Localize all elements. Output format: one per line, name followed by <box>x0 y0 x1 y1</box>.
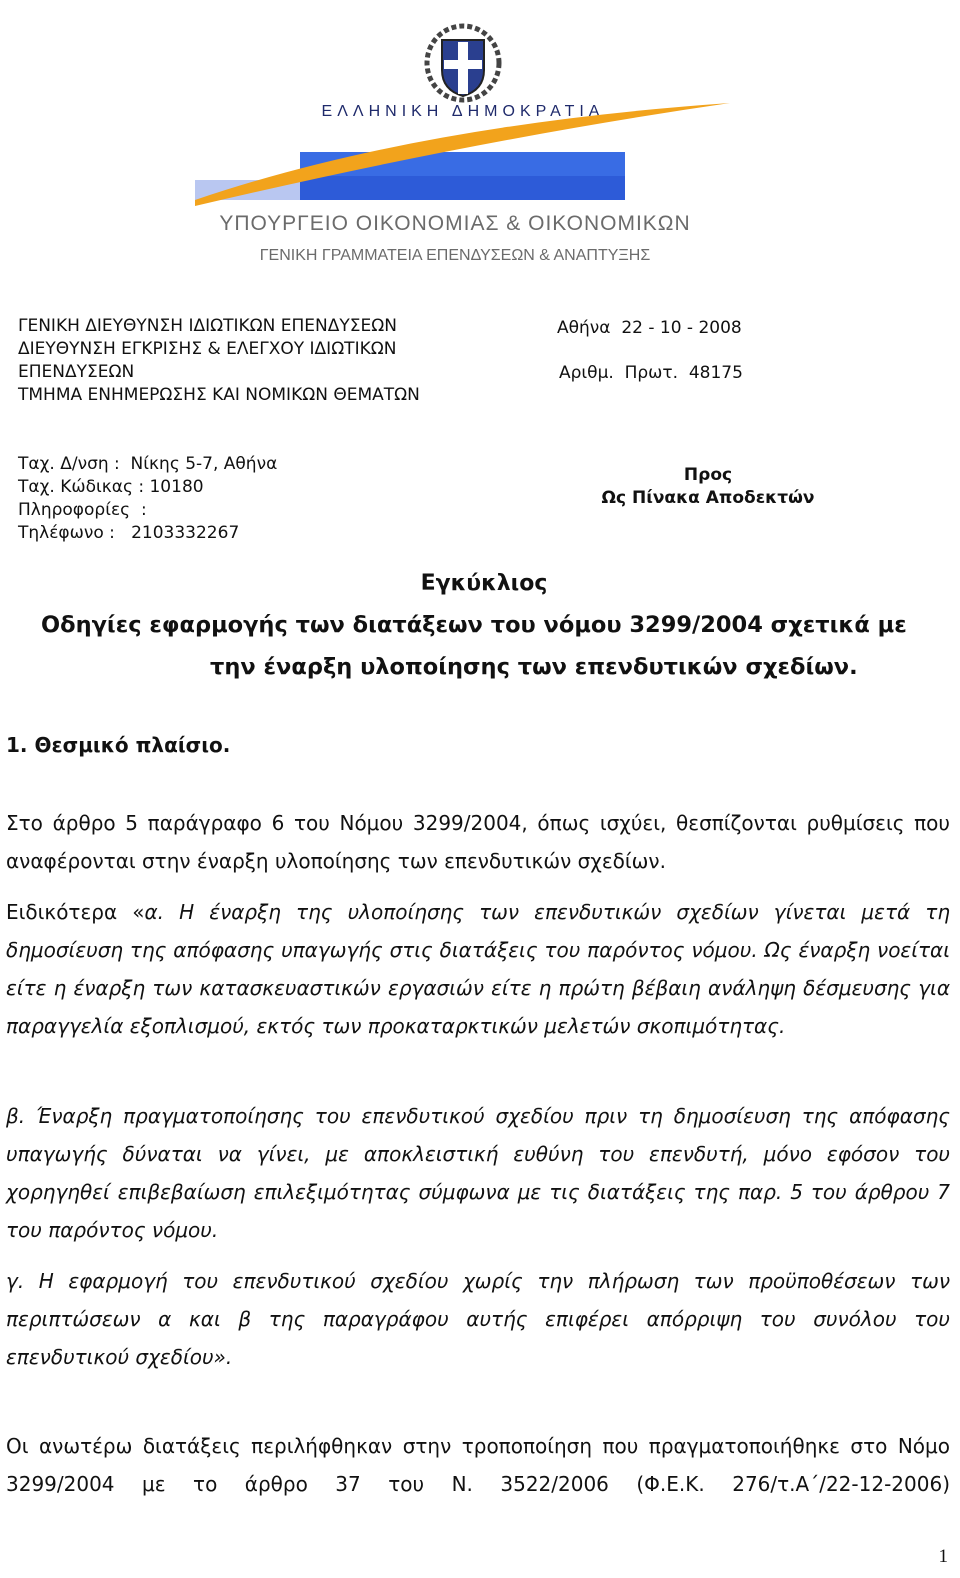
paragraph-intro: Στο άρθρο 5 παράγραφο 6 του Νόμου 3299/2004, όπως ισχύει, θεσπίζονται ρυθμίσεις που αναφέρονται στην έναρξη υλοποίησης των επενδυτικών σχεδίων. <box>6 811 950 873</box>
phone-line: Τηλέφωνο : 2103332267 <box>18 523 240 543</box>
subject-line-1: Οδηγίες εφαρμογής των διατάξεων του νόμου 3299/2004 σχετικά με <box>41 612 907 638</box>
logo-secretariat-text: ΓΕΝΙΚΗ ΓΡΑΜΜΑΤΕΙΑ ΕΠΕΝΔΥΣΕΩΝ & ΑΝΑΠΤΥΞΗΣ <box>259 247 651 264</box>
date-line: Αθήνα 22 - 10 - 2008 <box>557 318 742 338</box>
page-number: 1 <box>938 1546 948 1567</box>
logo-republic-text: ΕΛΛΗΝΙΚΗ ΔΗΜΟΚΡΑΤΙΑ <box>321 103 605 120</box>
address-line: Ταχ. Δ/νση : Νίκης 5-7, Αθήνα <box>18 454 278 474</box>
recipient-block <box>560 464 856 510</box>
contact-block <box>18 453 277 545</box>
postal-code-line: Ταχ. Κώδικας : 10180 <box>18 477 204 497</box>
paragraph-a-prefix: Ειδικότερα « <box>6 900 145 924</box>
date-protocol-block <box>557 317 743 385</box>
paragraph-final: Οι ανωτέρω διατάξεις περιλήφθηκαν στην τροποποίηση που πραγματοποιήθηκε στο Νόμο 3299/2004 με το άρθρο 37 του Ν. 3522/2006 (Φ.Ε.Κ. 276/τ.Α΄/22-12-2006) <box>6 1434 950 1496</box>
protocol-line: Αριθμ. Πρωτ. 48175 <box>559 363 743 383</box>
logo-ministry-text: ΥΠΟΥΡΓΕΙΟ ΟΙΚΟΝΟΜΙΑΣ & ΟΙΚΟΝΟΜΙΚΩΝ <box>219 212 691 235</box>
paragraph-c: γ. Η εφαρμογή του επενδυτικού σχεδίου χωρίς την πλήρωση των προϋποθέσεων των περιπτώσεων α και β της παραγράφου αυτής επιφέρει απόρριψη του συνόλου του επενδυτικού σχεδίου». <box>6 1269 950 1369</box>
paragraph-b: β. Έναρξη πραγματοποίησης του επενδυτικού σχεδίου πριν τη δημοσίευση της απόφασης υπαγωγής δύναται να γίνει, με αποκλειστική ευθύνη του επενδυτή, μόνο εφόσον του χορηγηθεί επιβεβαίωση επιλεξιμότητας σύμφωνα με τις διατάξεις της παρ. 5 του άρθρου 7 του παρόντος νόμου. <box>6 1104 950 1242</box>
paragraph-a-quote: α. Η έναρξη της υλοποίησης των επενδυτικών σχεδίων γίνεται μετά τη δημοσίευση της απόφασης υπαγωγής στις διατάξεις του παρόντος νόμου. Ως έναρξη νοείται είτε η έναρξη των κατασκευαστικών εργασιών είτε η πρώτη βέβαιη ανάληψη δέσμευσης για παραγγελία εξοπλισμού, εκτός των προκαταρκτικών μελετών σκοπιμότητας. <box>6 900 950 1038</box>
greek-emblem-icon <box>427 26 499 100</box>
department-line: ΕΠΕΝΔΥΣΕΩΝ <box>18 362 135 382</box>
ministry-logo <box>175 0 745 290</box>
recipient-value: Ως Πίνακα Αποδεκτών <box>601 488 815 508</box>
subject-line-2: την έναρξη υλοποίησης των επενδυτικών σχεδίων. <box>210 654 858 680</box>
document-type: Εγκύκλιος <box>420 571 548 596</box>
department-line: ΤΜΗΜΑ ΕΝΗΜΕΡΩΣΗΣ ΚΑΙ ΝΟΜΙΚΩΝ ΘΕΜΑΤΩΝ <box>18 385 420 405</box>
department-line: ΓΕΝΙΚΗ ΔΙΕΥΘΥΝΣΗ ΙΔΙΩΤΙΚΩΝ ΕΠΕΝΔΥΣΕΩΝ <box>18 316 397 336</box>
department-header <box>18 315 420 407</box>
recipient-label: Προς <box>683 465 733 485</box>
paragraph-a <box>6 893 950 1045</box>
info-line: Πληροφορίες : <box>18 500 147 520</box>
department-line: ΔΙΕΥΘΥΝΣΗ ΕΓΚΡΙΣΗΣ & ΕΛΕΓΧΟΥ ΙΔΙΩΤΙΚΩΝ <box>18 339 397 359</box>
section-title: 1. Θεσμικό πλαίσιο. <box>6 733 231 757</box>
